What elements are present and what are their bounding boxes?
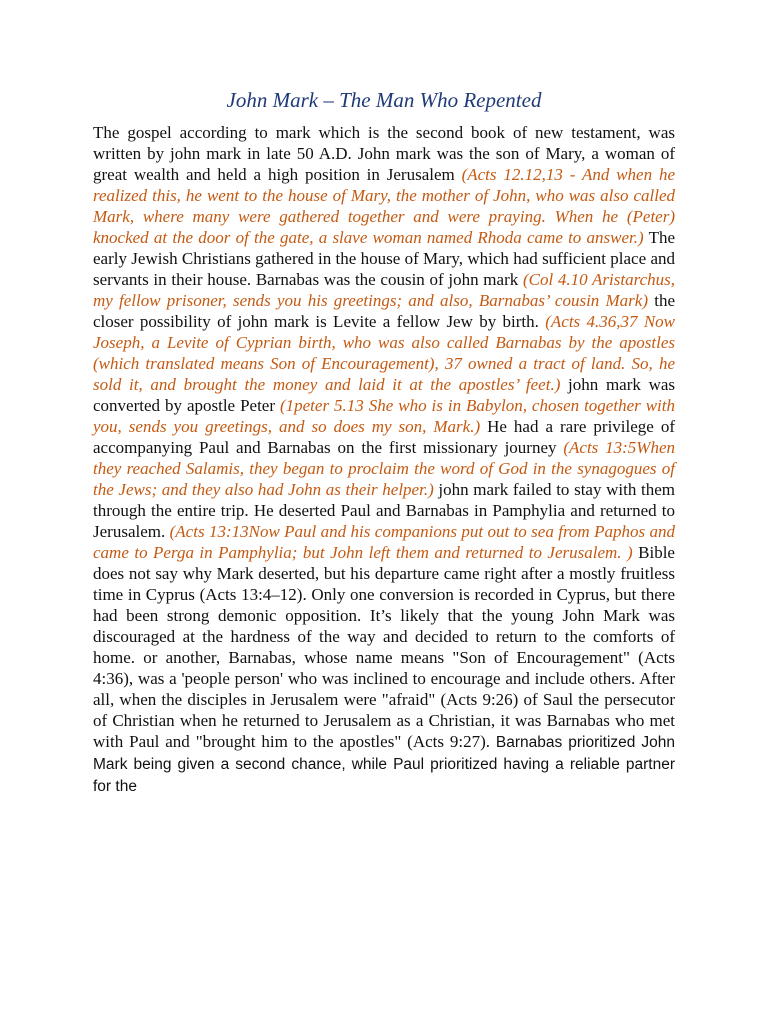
scripture-quote-acts-13-13: (Acts 13:13Now Paul and his companions put out to sea from Paphos and came to Perga in Pamphylia; but John left them and returned to Jerusalem. ) — [93, 522, 675, 562]
text-run: The early Jewish Christians gathered in the house of Mary, which had sufficient place and servants in their house. Barnabas was the cousin of john mark — [93, 228, 675, 289]
body-paragraph — [93, 122, 675, 797]
text-run: Bible does not say why Mark deserted, but his departure came right after a mostly fruitless time in Cyprus (Acts 13:4–12). Only one conversion is recorded in Cyprus, but there had been strong demonic opposition. It’s likely that the young John Mark was discouraged at the hardness of the way and decided to return to the comforts of home. or another, Barnabas, whose name means "Son of Encouragement" (Acts 4:36), was a 'people person' who was inclined to encourage and include others. After all, when the disciples in Jerusalem were "afraid" (Acts 9:26) of Saul the persecutor of Christian when he returned to Jerusalem as a Christian, it was Barnabas who met with Paul and "brought him to the apostles" (Acts 9:27). — [93, 543, 675, 751]
text-run: john mark was converted by apostle Peter — [93, 375, 676, 415]
text-run-sans: Barnabas prioritized John Mark being given a second chance, while Paul prioritized having a reliable partner for the — [93, 734, 675, 795]
text-run: The gospel according to mark which is the second book of new testament, was written by john mark in late 50 A.D. John mark was the son of Mary, a woman of great wealth and held a high position in Jerusalem — [93, 123, 675, 184]
scripture-quote-acts-4: (Acts 4.36,37 Now Joseph, a Levite of Cyprian birth, who was also called Barnabas by the apostles (which translated means Son of Encouragement), 37 owned a tract of land. So, he sold it, and brought the money and laid it at the apostles’ feet.) — [93, 312, 675, 394]
scripture-quote-acts-13-5: (Acts 13:5When they reached Salamis, they began to proclaim the word of God in the synagogues of the Jews; and they also had John as their helper.) — [93, 438, 675, 499]
scripture-quote-acts-12: (Acts 12.12,13 - And when he realized this, he went to the house of Mary, the mother of John, who was also called Mark, where many were gathered together and were praying. When he (Peter) knocked at the door of the gate, a slave woman named Rhoda came to answer.) — [93, 165, 675, 247]
text-run: john mark failed to stay with them through the entire trip. He deserted Paul and Barnabas in Pamphylia and returned to Jerusalem. — [93, 480, 675, 541]
text-run: He had a rare privilege of accompanying Paul and Barnabas on the first missionary journey — [93, 417, 675, 457]
text-run: the closer possibility of john mark is Levite a fellow Jew by birth. — [93, 291, 675, 331]
document-title: John Mark – The Man Who Repented — [226, 88, 542, 112]
scripture-quote-1peter-5: (1peter 5.13 She who is in Babylon, chosen together with you, sends you greetings, and so does my son, Mark.) — [93, 396, 675, 436]
scripture-quote-col-4: (Col 4.10 Aristarchus, my fellow prisoner, sends you his greetings; and also, Barnabas’ cousin Mark) — [93, 270, 675, 310]
